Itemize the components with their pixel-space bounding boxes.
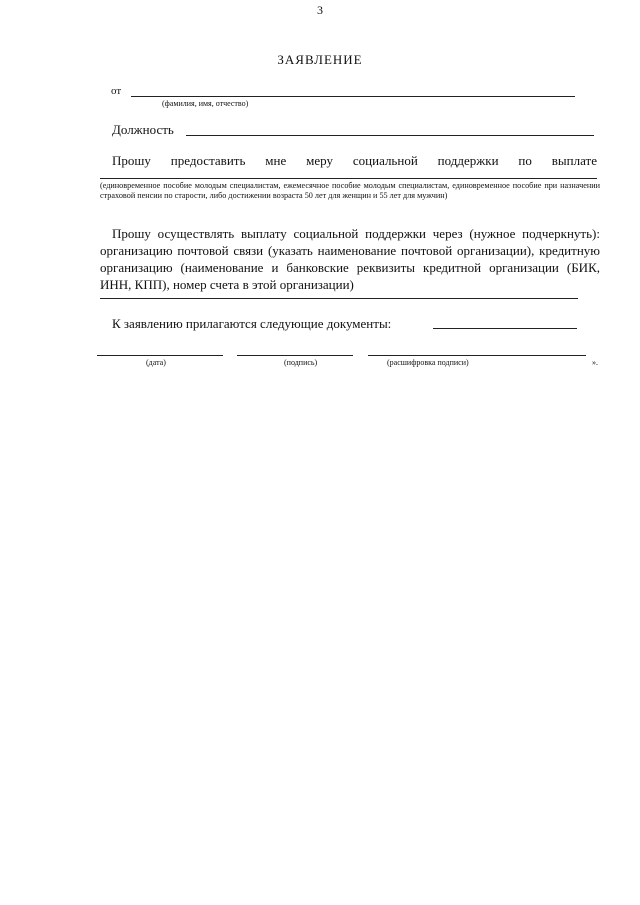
closing-quote: ». (592, 358, 598, 367)
decoding-field-line[interactable] (368, 355, 586, 356)
request-field-line[interactable] (100, 178, 597, 179)
request-text: Прошу предоставить мне меру социальной поддержки по выплате (112, 153, 597, 168)
decoding-hint: (расшифровка подписи) (387, 358, 469, 367)
attachments-label: К заявлению прилагаются следующие документы: (112, 316, 392, 331)
position-field-line[interactable] (186, 135, 594, 136)
from-hint: (фамилия, имя, отчество) (162, 99, 249, 108)
signature-hint: (подпись) (284, 358, 318, 367)
document-title: ЗАЯВЛЕНИЕ (277, 52, 363, 67)
attachments-field-line[interactable] (433, 328, 577, 329)
date-field-line[interactable] (97, 355, 223, 356)
request-hint: (единовременное пособие молодым специалистам, ежемесячное пособие молодым специалистам, единовременное пособие при назначении страховой пенсии по старости, либо достижении возраста 50 лет для женщин и 55 лет для мужчин) (100, 181, 600, 200)
position-label: Должность (112, 122, 174, 137)
date-hint: (дата) (146, 358, 166, 367)
signature-field-line[interactable] (237, 355, 353, 356)
page-number: 3 (317, 3, 323, 17)
from-label: от (111, 85, 122, 97)
from-field-line[interactable] (131, 96, 575, 97)
payment-text: Прошу осуществлять выплату социальной поддержки через (нужное подчеркнуть): организацию почтовой связи (указать наименование почтовой организации), кредитную организацию (наименование и банковские реквизиты кредитной организации (БИК, ИНН, КПП), номер счета в этой организации) (100, 226, 600, 292)
payment-field-line[interactable] (100, 298, 578, 299)
